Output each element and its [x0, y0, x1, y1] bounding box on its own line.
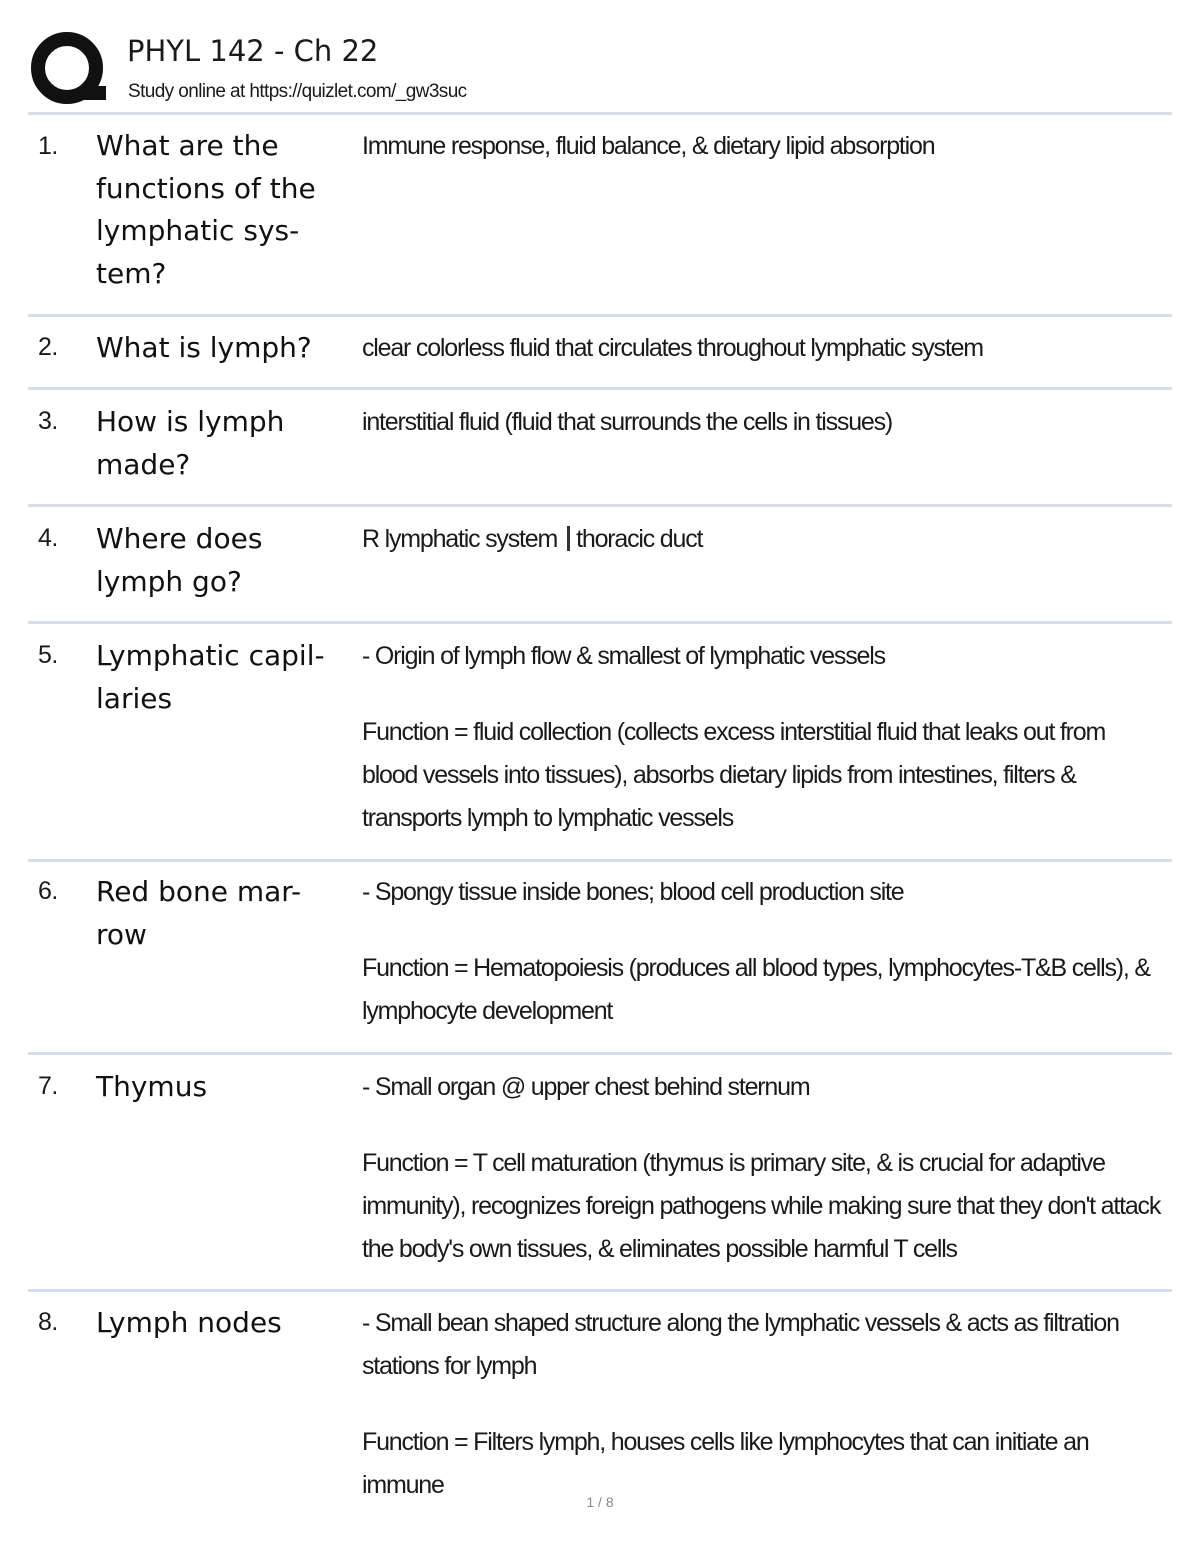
definition-paragraph: - Spongy tissue inside bones; blood cell production site	[362, 878, 904, 906]
definition-paragraph: Function = Hematopoiesis (produces all blood types, lymphocytes-T&B cells), & lymphocyte development	[362, 954, 1150, 1025]
card-definition	[362, 518, 1162, 561]
card-term: Where does lymph go?	[96, 522, 263, 598]
definition-paragraph: - Small bean shaped structure along the lymphatic vessels & acts as filtration stations for lymph	[362, 1309, 1119, 1380]
card-definition	[362, 327, 1162, 370]
definition-paragraph	[362, 518, 1162, 561]
card-definition	[362, 871, 1162, 1033]
card-number: 8.	[38, 1308, 58, 1336]
flashcard-row	[28, 117, 1172, 314]
card-definition	[362, 1066, 1162, 1271]
card-term: Red bone mar- row	[96, 875, 302, 951]
arrow-icon	[567, 526, 570, 551]
page-number: 1 / 8	[586, 1494, 614, 1510]
card-number: 2.	[38, 333, 58, 361]
definition-paragraph: Function = Filters lymph, houses cells like lymphocytes that can initiate an immune	[362, 1428, 1089, 1499]
definition-paragraph: clear colorless fluid that circulates throughout lymphatic system	[362, 334, 983, 362]
card-term: Thymus	[96, 1070, 208, 1103]
card-number: 1.	[38, 132, 58, 160]
definition-paragraph: Immune response, fluid balance, & dietary lipid absorption	[362, 132, 935, 160]
flashcard-row	[28, 390, 1172, 504]
definition-paragraph: - Origin of lymph flow & smallest of lymphatic vessels	[362, 642, 885, 670]
card-number: 6.	[38, 877, 58, 905]
card-definition	[362, 401, 1162, 444]
quizlet-q-logo-icon	[30, 30, 108, 108]
card-term: Lymphatic capil- laries	[96, 639, 325, 715]
card-term: What is lymph?	[96, 331, 312, 364]
definition-text: thoracic duct	[576, 525, 703, 553]
page-header	[30, 30, 1172, 112]
flashcard-row	[28, 317, 1172, 387]
definition-paragraph: - Small organ @ upper chest behind sternum	[362, 1073, 810, 1101]
card-term: What are the functions of the lymphatic sys- tem?	[96, 129, 316, 290]
definition-paragraph: Function = fluid collection (collects excess interstitial fluid that leaks out from blood vessels into tissues), absorbs dietary lipids from intestines, filters & transports lymph to lymphatic vessels	[362, 718, 1106, 832]
flashcard-row	[28, 862, 1172, 1053]
card-divider	[28, 1052, 1172, 1055]
study-online-link[interactable]: Study online at https://quizlet.com/_gw3suc	[128, 81, 467, 102]
card-number: 4.	[38, 524, 58, 552]
card-number: 3.	[38, 407, 58, 435]
definition-text: R lymphatic system	[362, 525, 558, 553]
flashcard-row	[28, 507, 1172, 621]
definition-paragraph: interstitial fluid (fluid that surrounds the cells in tissues)	[362, 408, 893, 436]
definition-paragraph: Function = T cell maturation (thymus is primary site, & is crucial for adaptive immunity), recognizes foreign pathogens while making sure that they don't attack the body's own tissues, & eliminates possible harmful T cells	[362, 1149, 1161, 1263]
card-definition	[362, 635, 1162, 840]
document-title: PHYL 142 - Ch 22	[127, 34, 379, 68]
flashcard-row	[28, 1292, 1172, 1499]
card-definition	[362, 1302, 1162, 1507]
card-term: How is lymph made?	[96, 405, 285, 481]
card-number: 5.	[38, 641, 58, 669]
card-definition	[362, 125, 1162, 168]
flashcard-row	[28, 624, 1172, 859]
card-number: 7.	[38, 1072, 58, 1100]
header-divider	[28, 112, 1172, 115]
flashcard-row	[28, 1056, 1172, 1289]
card-term: Lymph nodes	[96, 1306, 282, 1339]
